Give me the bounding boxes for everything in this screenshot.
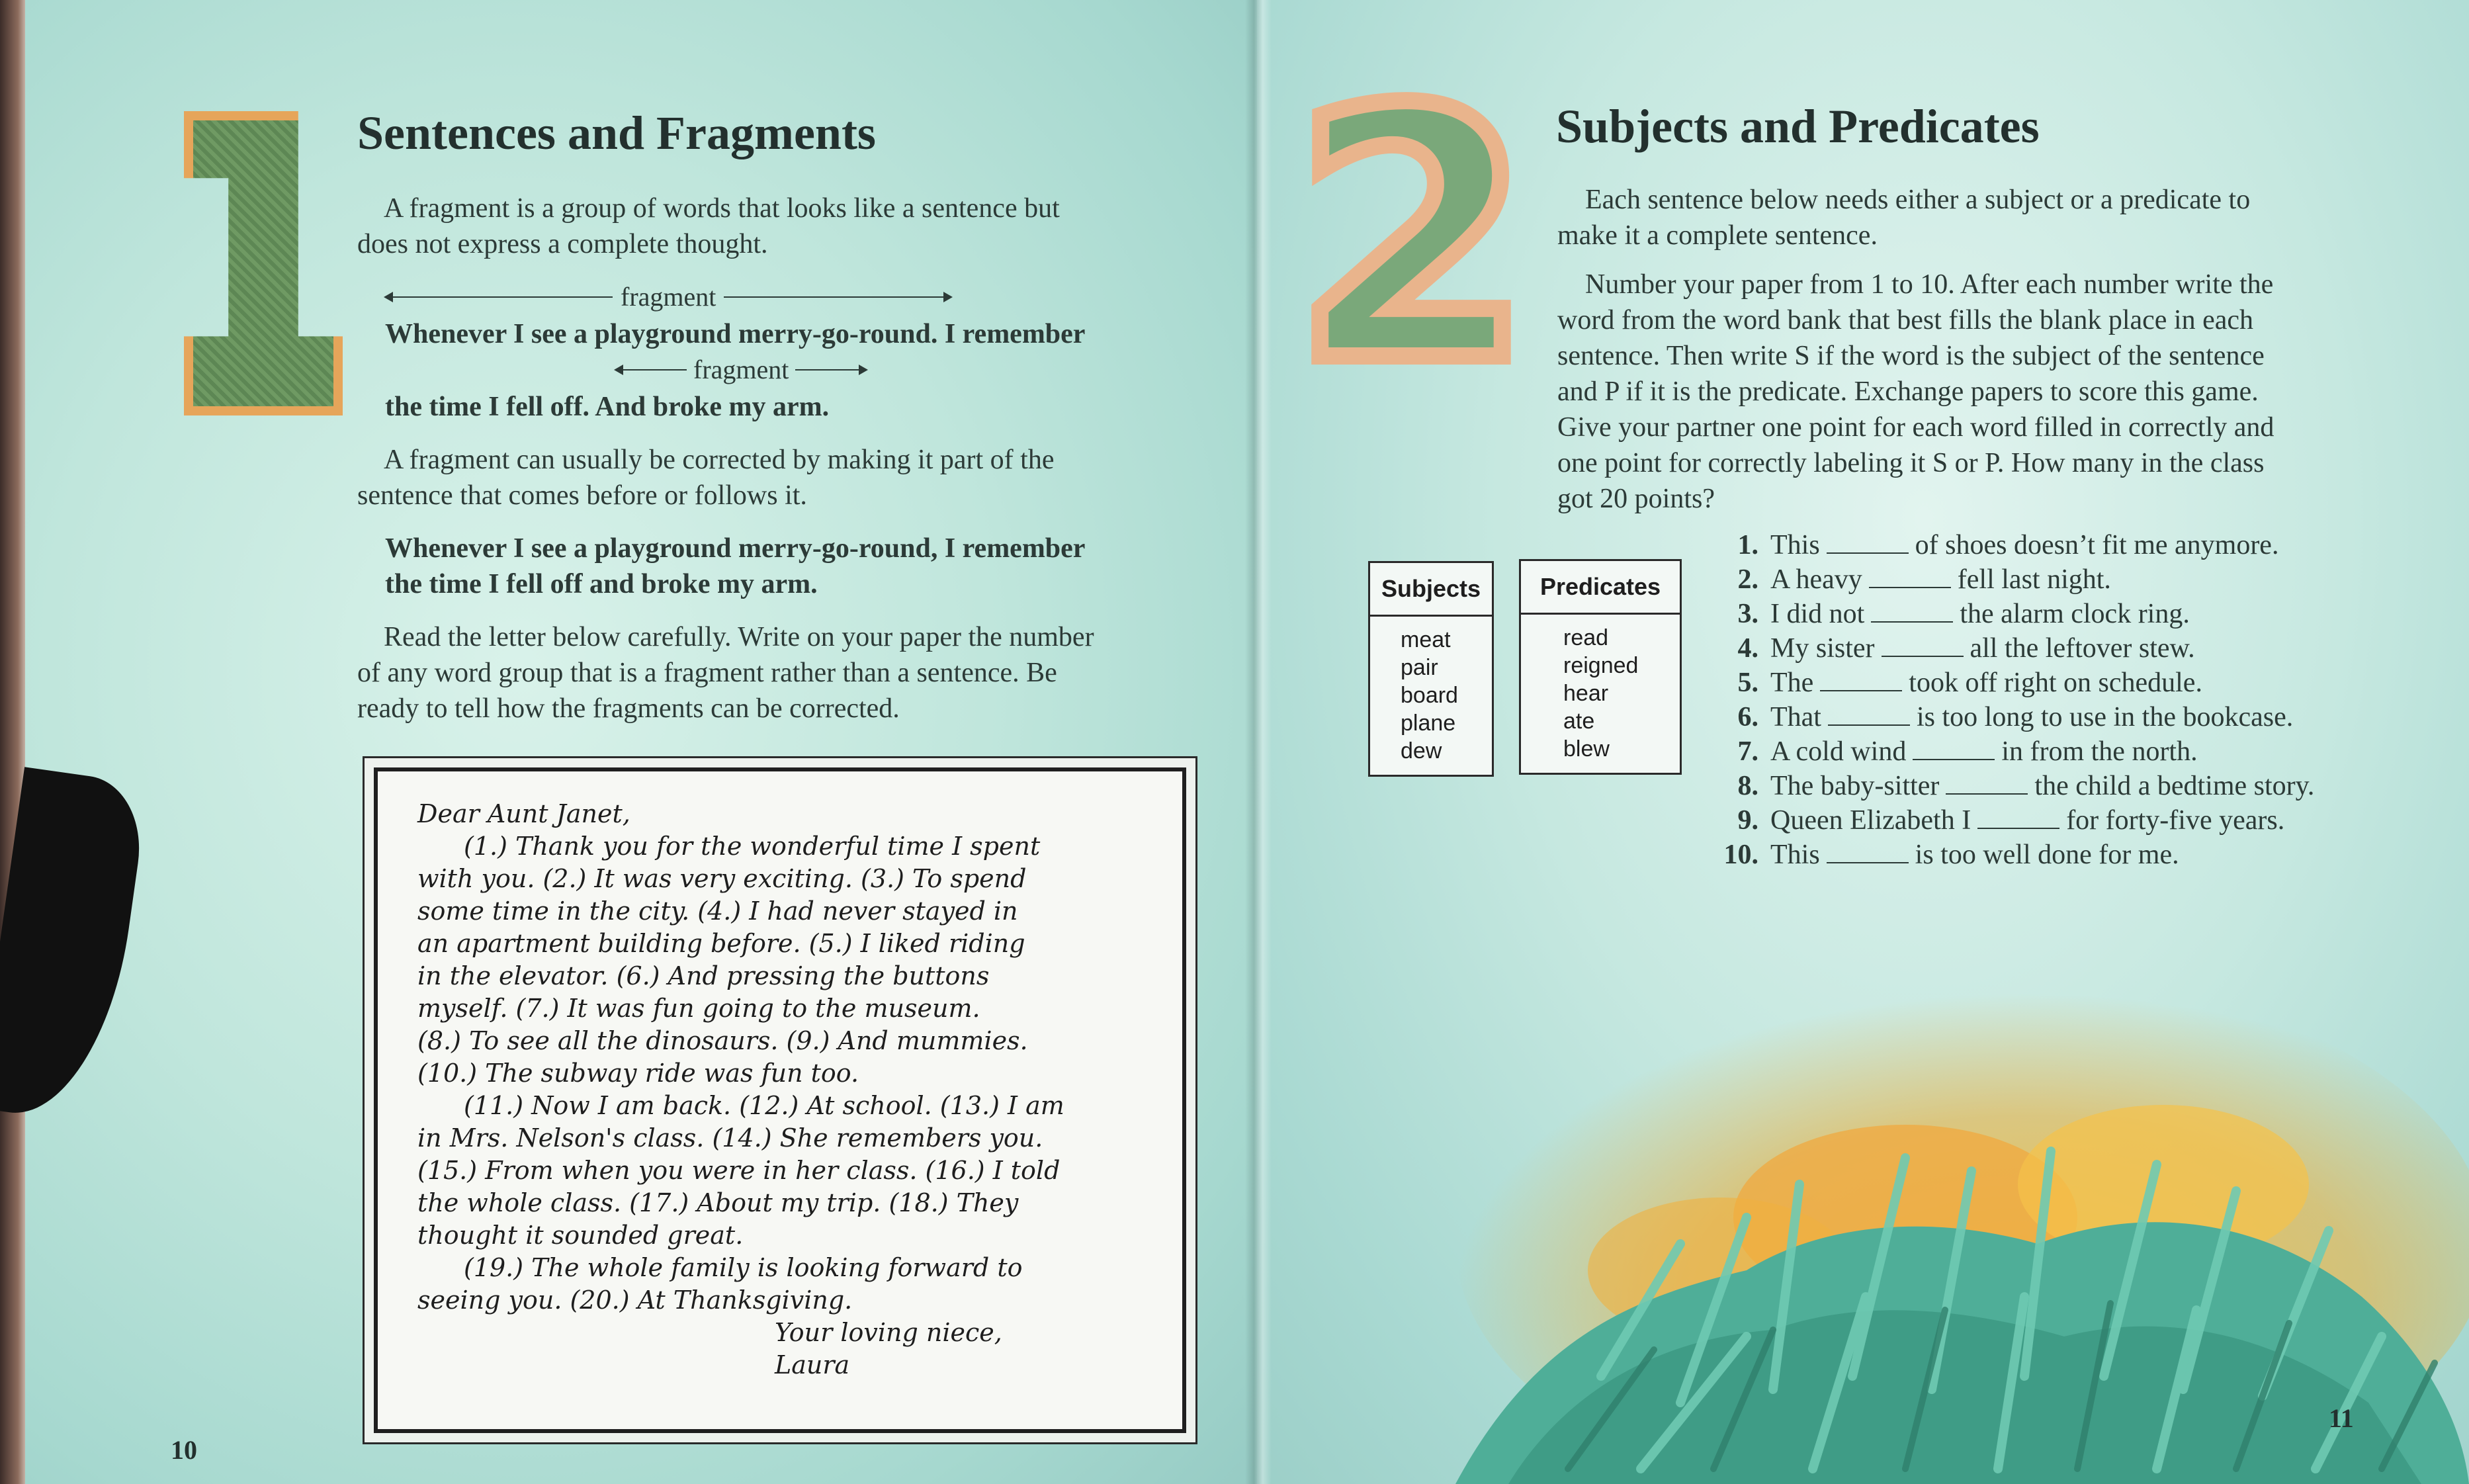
correction-line-2: sentence that comes before or follows it.	[357, 480, 807, 511]
arrow-right-icon	[795, 369, 867, 371]
predicates-list	[1521, 615, 1680, 763]
example1-line-2: the time I fell off. And broke my arm.	[385, 392, 830, 422]
section-number-2-graphic	[1274, 36, 1551, 437]
letter-text	[417, 798, 1158, 1381]
right-page-title: Subjects and Predicates	[1556, 100, 2040, 153]
instructions-line-2: of any word group that is a fragment rather than a sentence. Be	[357, 658, 1057, 688]
answer-blank	[1827, 842, 1909, 863]
section-number-2: 2	[1293, 36, 1532, 437]
letter-line: an apartment building before. (5.) I liked riding	[417, 929, 1025, 958]
answer-blank	[1869, 567, 1951, 588]
question-3: 3. I did not the alarm clock ring.	[1737, 599, 2190, 629]
right-intro-line-1: Each sentence below needs either a subject or a predicate to	[1585, 185, 2251, 215]
word-item: hear	[1563, 681, 1609, 706]
letter-paper	[374, 767, 1186, 1433]
right-instr-line-6: one point for correctly labeling it S or P. How many in the class	[1557, 448, 2265, 478]
letter-line: thought it sounded great.	[417, 1221, 744, 1250]
letter-line: with you. (2.) It was very exciting. (3.) To spend	[417, 864, 1027, 893]
question-7: 7. A cold wind in from the north.	[1737, 736, 2198, 767]
right-intro-line-2: make it a complete sentence.	[1557, 220, 1878, 251]
letter-line: in Mrs. Nelson's class. (14.) She remembers you.	[417, 1123, 1043, 1153]
intro-line-2: does not express a complete thought.	[357, 229, 768, 259]
letter-line: in the elevator. (6.) And pressing the buttons	[417, 961, 990, 990]
subjects-list	[1370, 617, 1492, 765]
word-item: dew	[1401, 738, 1442, 764]
instructions-line-3: ready to tell how the fragments can be corrected.	[357, 693, 900, 724]
question-6: 6. That is too long to use in the bookcase.	[1737, 702, 2294, 732]
subjects-header: Subjects	[1370, 563, 1492, 617]
arrow-left-icon	[385, 296, 613, 298]
word-item: read	[1563, 625, 1609, 650]
right-instr-line-4: and P if it is the predicate. Exchange papers to score this game.	[1557, 376, 2259, 407]
word-item: reigned	[1563, 653, 1639, 678]
arrow-right-icon	[724, 296, 951, 298]
letter-line: (8.) To see all the dinosaurs. (9.) And mummies.	[417, 1026, 1028, 1055]
letter-closing: Your loving niece,	[775, 1318, 1002, 1347]
letter-line: (15.) From when you were in her class. (16.) I told	[417, 1156, 1061, 1185]
predicates-header: Predicates	[1521, 561, 1680, 615]
answer-blank	[1828, 705, 1910, 726]
fragment-marker-1	[385, 281, 951, 312]
question-5: 5. The took off right on schedule.	[1737, 668, 2202, 698]
letter-greeting: Dear Aunt Janet,	[417, 799, 630, 828]
right-instr-line-7: got 20 points?	[1557, 484, 1715, 514]
answer-blank	[1977, 808, 2059, 829]
word-bank-predicates	[1519, 559, 1682, 775]
right-instr-line-3: sentence. Then write S if the word is the subject of the sentence	[1557, 341, 2265, 371]
answer-blank	[1820, 670, 1902, 691]
answer-blank	[1913, 739, 1995, 760]
word-item: pair	[1401, 655, 1438, 680]
question-4: 4. My sister all the leftover stew.	[1737, 633, 2195, 664]
correction-line-1: A fragment can usually be corrected by making it part of the	[384, 445, 1055, 475]
letter-line: some time in the city. (4.) I had never stayed in	[417, 896, 1018, 926]
answer-blank	[1827, 533, 1909, 554]
letter-line: the whole class. (17.) About my trip. (18.) They	[417, 1188, 1019, 1217]
fragment-marker-2	[615, 354, 867, 385]
letter-line: (1.) Thank you for the wonderful time I spent	[464, 832, 1041, 861]
question-10: 10. This is too well done for me.	[1723, 840, 2179, 870]
fragment-label: fragment	[693, 355, 789, 384]
word-item: board	[1401, 683, 1458, 708]
letter-line: (19.) The whole family is looking forward to	[464, 1253, 1023, 1282]
answer-blank	[1871, 601, 1953, 623]
word-bank-subjects	[1368, 561, 1494, 777]
right-instr-line-5: Give your partner one point for each word filled in correctly and	[1557, 412, 2274, 443]
answer-blank	[1946, 773, 2028, 795]
answer-blank	[1882, 636, 1964, 657]
question-1: 1. This of shoes doesn’t fit me anymore.	[1737, 530, 2279, 560]
intro-line-1: A fragment is a group of words that looks like a sentence but	[384, 193, 1060, 224]
page-number-right: 11	[2329, 1403, 2354, 1433]
right-instr-line-2: word from the word bank that best fills the blank place in each	[1557, 305, 2254, 335]
book-spine	[1245, 0, 1272, 1484]
letter-signature: Laura	[775, 1350, 850, 1379]
letter-line: (11.) Now I am back. (12.) At school. (13.) I am	[464, 1091, 1064, 1120]
arrow-left-icon	[615, 369, 687, 371]
letter-line: seeing you. (20.) At Thanksgiving.	[417, 1286, 853, 1315]
example2-line-2: the time I fell off and broke my arm.	[385, 569, 818, 599]
word-item: meat	[1401, 627, 1451, 652]
fragment-label: fragment	[621, 282, 716, 312]
word-item: ate	[1563, 709, 1595, 734]
word-item: plane	[1401, 711, 1456, 736]
question-8: 8. The baby-sitter the child a bedtime story.	[1737, 771, 2315, 801]
letter-box	[363, 756, 1197, 1444]
instructions-line-1: Read the letter below carefully. Write on your paper the number	[384, 622, 1094, 652]
question-2: 2. A heavy fell last night.	[1737, 564, 2111, 595]
question-9: 9. Queen Elizabeth I for forty-five years.	[1737, 805, 2285, 836]
example2-line-1: Whenever I see a playground merry-go-round, I remember	[385, 533, 1086, 564]
word-item: blew	[1563, 736, 1610, 762]
shredded-paper-illustration	[1403, 873, 2469, 1484]
example1-line-1: Whenever I see a playground merry-go-round. I remember	[385, 319, 1086, 349]
left-page-title: Sentences and Fragments	[357, 107, 876, 159]
page-number-left: 10	[171, 1435, 197, 1465]
right-instr-line-1: Number your paper from 1 to 10. After each number write the	[1585, 269, 2274, 300]
letter-line: (10.) The subway ride was fun too.	[417, 1059, 859, 1088]
letter-line: myself. (7.) It was fun going to the museum.	[417, 994, 980, 1023]
